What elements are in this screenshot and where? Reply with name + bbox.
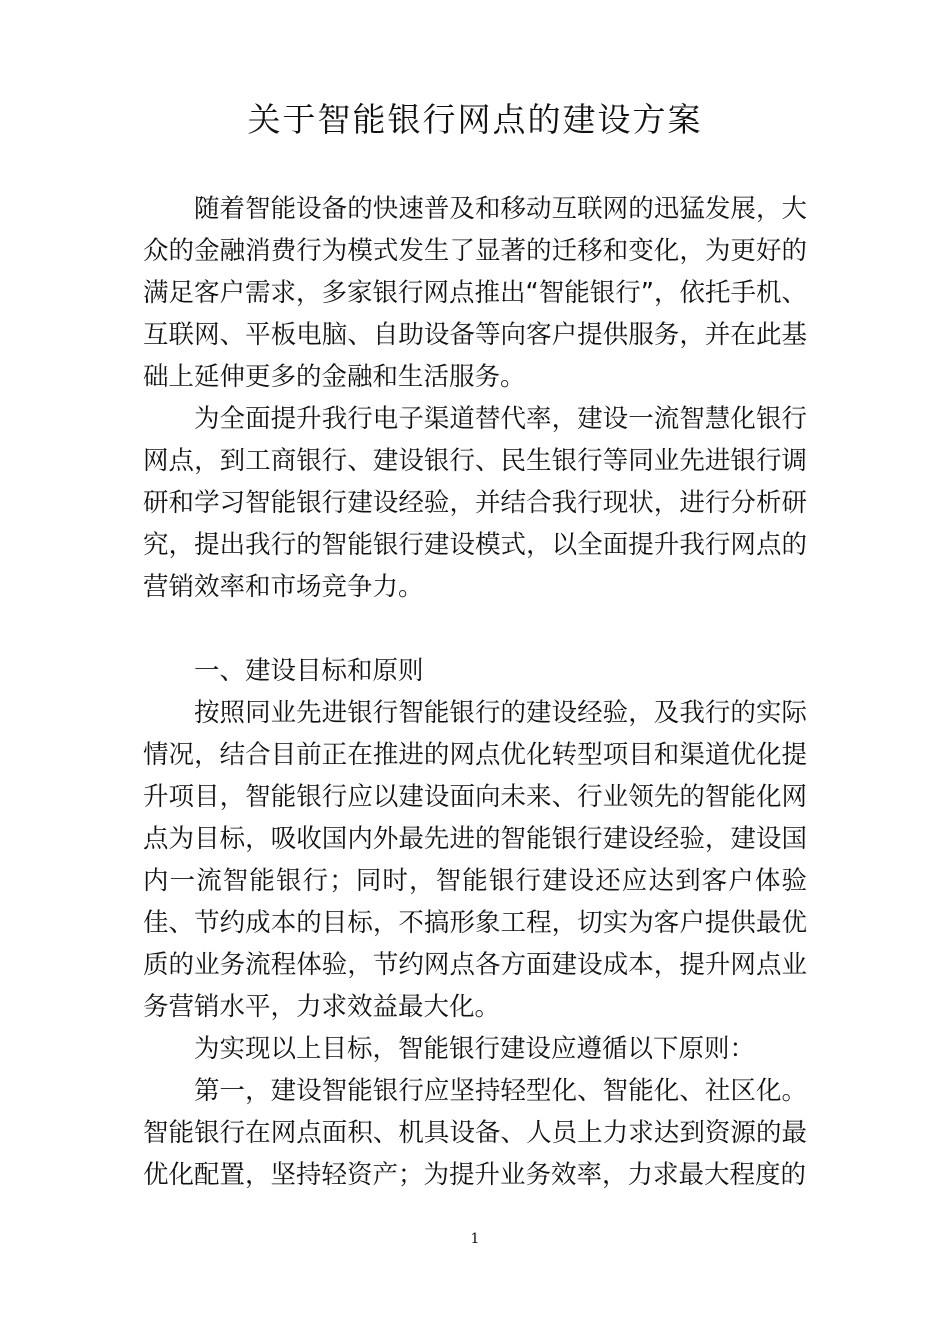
paragraph: 为全面提升我行电子渠道替代率，建设一流智慧化银行网点，到工商银行、建设银行、民生银行等同业先进银行调研和学习智能银行建设经验，并结合我行现状，进行分析研究，提出我行的智能银行建设模式，以全面提升我行网点的营销效率和市场竞争力。 bbox=[143, 404, 807, 602]
paragraph: 按照同业先进银行智能银行的建设经验，及我行的实际情况，结合目前正在推进的网点优化转型项目和渠道优化提升项目，智能银行应以建设面向未来、行业领先的智能化网点为目标，吸收国内外最先进的智能银行建设经验，建设国内一流智能银行；同时，智能银行建设还应达到客户体验佳、节约成本的目标，不搞形象工程，切实为客户提供最优质的业务流程体验，节约网点各方面建设成本，提升网点业务营销水平，力求效益最大化。 bbox=[143, 698, 807, 1022]
section-heading: 一、建设目标和原则 bbox=[194, 656, 424, 686]
paragraph: 随着智能设备的快速普及和移动互联网的迅猛发展，大众的金融消费行为模式发生了显著的迁移和变化，为更好的满足客户需求，多家银行网点推出“智能银行”，依托手机、互联网、平板电脑、自助设备等向客户提供服务，并在此基础上延伸更多的金融和生活服务。 bbox=[143, 194, 807, 392]
page-number: 1 bbox=[470, 1231, 480, 1247]
paragraph: 第一，建设智能银行应坚持轻型化、智能化、社区化。智能银行在网点面积、机具设备、人员上力求达到资源的最优化配置，坚持轻资产；为提升业务效率，力求最大程度的 bbox=[143, 1076, 807, 1190]
paragraph: 为实现以上目标，智能银行建设应遵循以下原则： bbox=[194, 1034, 756, 1064]
document-title: 关于智能银行网点的建设方案 bbox=[247, 100, 703, 139]
document-body bbox=[143, 188, 807, 1196]
